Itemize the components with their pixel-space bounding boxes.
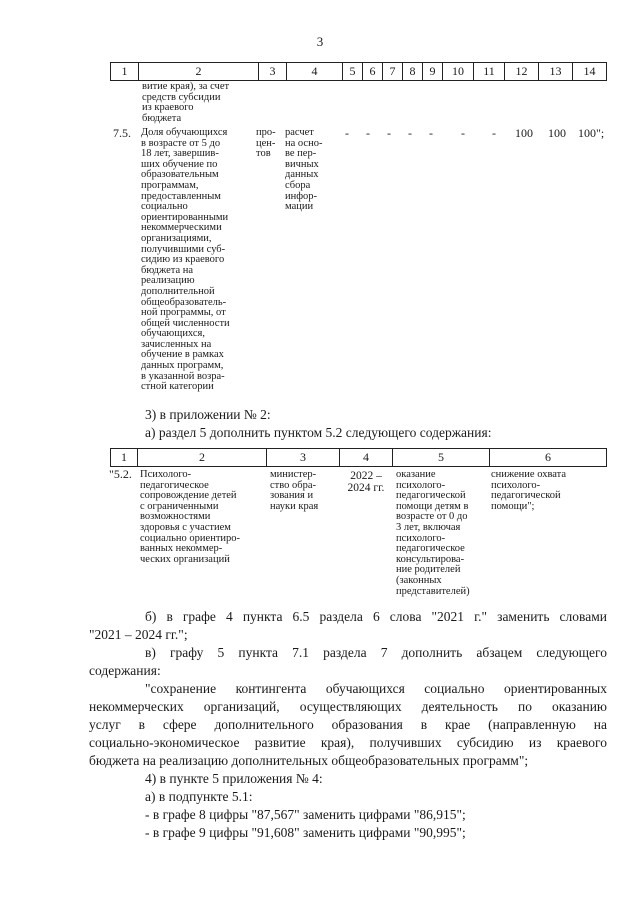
table2-header-cell: 2 (137, 449, 266, 466)
table1-value-col13: 100 (548, 126, 566, 140)
table1-header-cell: 11 (473, 63, 504, 80)
table1-header-cell: 13 (538, 63, 572, 80)
table1-header-cell: 14 (572, 63, 606, 80)
table1-header-cell: 3 (258, 63, 286, 80)
table1-header-cell: 12 (504, 63, 538, 80)
table2-header-cell: 6 (489, 449, 606, 466)
table1-value-col14: 100"; (578, 126, 605, 140)
table2-header-cell: 5 (392, 449, 489, 466)
table1-value-col5: - (345, 126, 349, 140)
table2-header (110, 448, 607, 467)
table2-row-number: "5.2. (109, 467, 132, 481)
paragraph-b-line1: б) в графе 4 пункта 6.5 раздела 6 слова "2021 г." заменить словами (145, 609, 607, 624)
quote-line: "сохранение контингента обучающихся социально ориентированных (145, 681, 607, 696)
quote-line: социально-экономическое развитие края), получивших субсидию из краевого (89, 735, 607, 750)
paragraph-4a-item2: - в графе 9 цифры "91,608" заменить цифрами "90,995"; (145, 825, 466, 840)
table1-value-col11: - (492, 126, 496, 140)
quote-line: услуг в сфере дополнительного образования в крае (направленную на (89, 717, 607, 732)
table1-value-col8: - (408, 126, 412, 140)
table2-consequence-text: снижение охвата психолого- педагогической помощи"; (491, 469, 567, 512)
appendix2-paragraph: 3) в приложении № 2: (145, 407, 271, 422)
table1-header-cell: 10 (442, 63, 473, 80)
table2-header-cell: 3 (266, 449, 339, 466)
table1-unit-text: про- цен- тов (256, 127, 276, 160)
table2-result-text: оказание психолого- педагогической помощи детям в возрасте от 0 до 3 лет, включая психолого- педагогическое консультирова- ние родителей (законных представителей) (396, 469, 470, 597)
table1-method-text: расчет на осно- ве пер- вичных данных сбора инфор- мации (285, 127, 323, 213)
table1-header-cell: 1 (121, 64, 128, 78)
paragraph-v-line1: в) графу 5 пункта 7.1 раздела 7 дополнить абзацем следующего (145, 645, 607, 660)
table1-value-col10: - (461, 126, 465, 140)
paragraph-4a: а) в подпункте 5.1: (145, 789, 253, 804)
paragraph-v-line2: содержания: (89, 663, 161, 678)
table2-name-text: Психолого- педагогическое сопровождение детей с ограниченными возможностями здоровья с участием социально ориентиро- ванных некоммер- ческих организаций (140, 469, 241, 565)
table2-executor-text: министер- ство обра- зования и науки края (270, 469, 319, 512)
quote-line: бюджета на реализацию дополнительных общеобразовательных программ"; (89, 753, 529, 768)
table2-header-cell: 1 (121, 450, 127, 464)
table2-header-cell: 4 (339, 449, 392, 466)
table1-header-cell: 7 (382, 63, 402, 80)
table1-value-col7: - (387, 126, 391, 140)
table1-header-cell: 4 (286, 63, 342, 80)
table1-indicator-text: Доля обучающихся в возрасте от 5 до 18 лет, завершив- ших обучение по образовательным программам, предоставленным социально ориентированными некоммерческими организациями, получившими суб- сидию из краевого бюджета на реализацию дополнительной общеобразователь- ной программы, от общей численности обучающихся, зачисленных на обучение в рамках данных программ, в указанной возра- стной категории (141, 127, 230, 393)
table1-value-col9: - (429, 126, 433, 140)
paragraph-4: 4) в пункте 5 приложения № 4: (145, 771, 323, 786)
table1-value-col12: 100 (515, 126, 533, 140)
paragraph-4a-item1: - в графе 8 цифры "87,567" заменить цифрами "86,915"; (145, 807, 466, 822)
page-number: 3 (316, 34, 324, 49)
table1-header-cell: 8 (402, 63, 422, 80)
table1-header-cell: 6 (362, 63, 382, 80)
table1-continuation-text: витие края), за счет средств субсидии из краевого бюджета (142, 81, 230, 124)
table1-header-cell: 9 (422, 63, 442, 80)
table2-period-text: 2022 – 2024 гг. (347, 470, 385, 494)
table1-row-number: 7.5. (113, 126, 131, 140)
quote-line: некоммерческих организаций, осуществляющих деятельность по оказанию (89, 699, 607, 714)
table1-value-col6: - (366, 126, 370, 140)
table1-header (110, 62, 607, 81)
section5-paragraph: а) раздел 5 дополнить пунктом 5.2 следующего содержания: (145, 425, 492, 440)
table1-header-cell: 2 (138, 63, 258, 80)
table1-header-cell: 5 (342, 63, 362, 80)
paragraph-b-line2: "2021 – 2024 гг."; (89, 627, 188, 642)
